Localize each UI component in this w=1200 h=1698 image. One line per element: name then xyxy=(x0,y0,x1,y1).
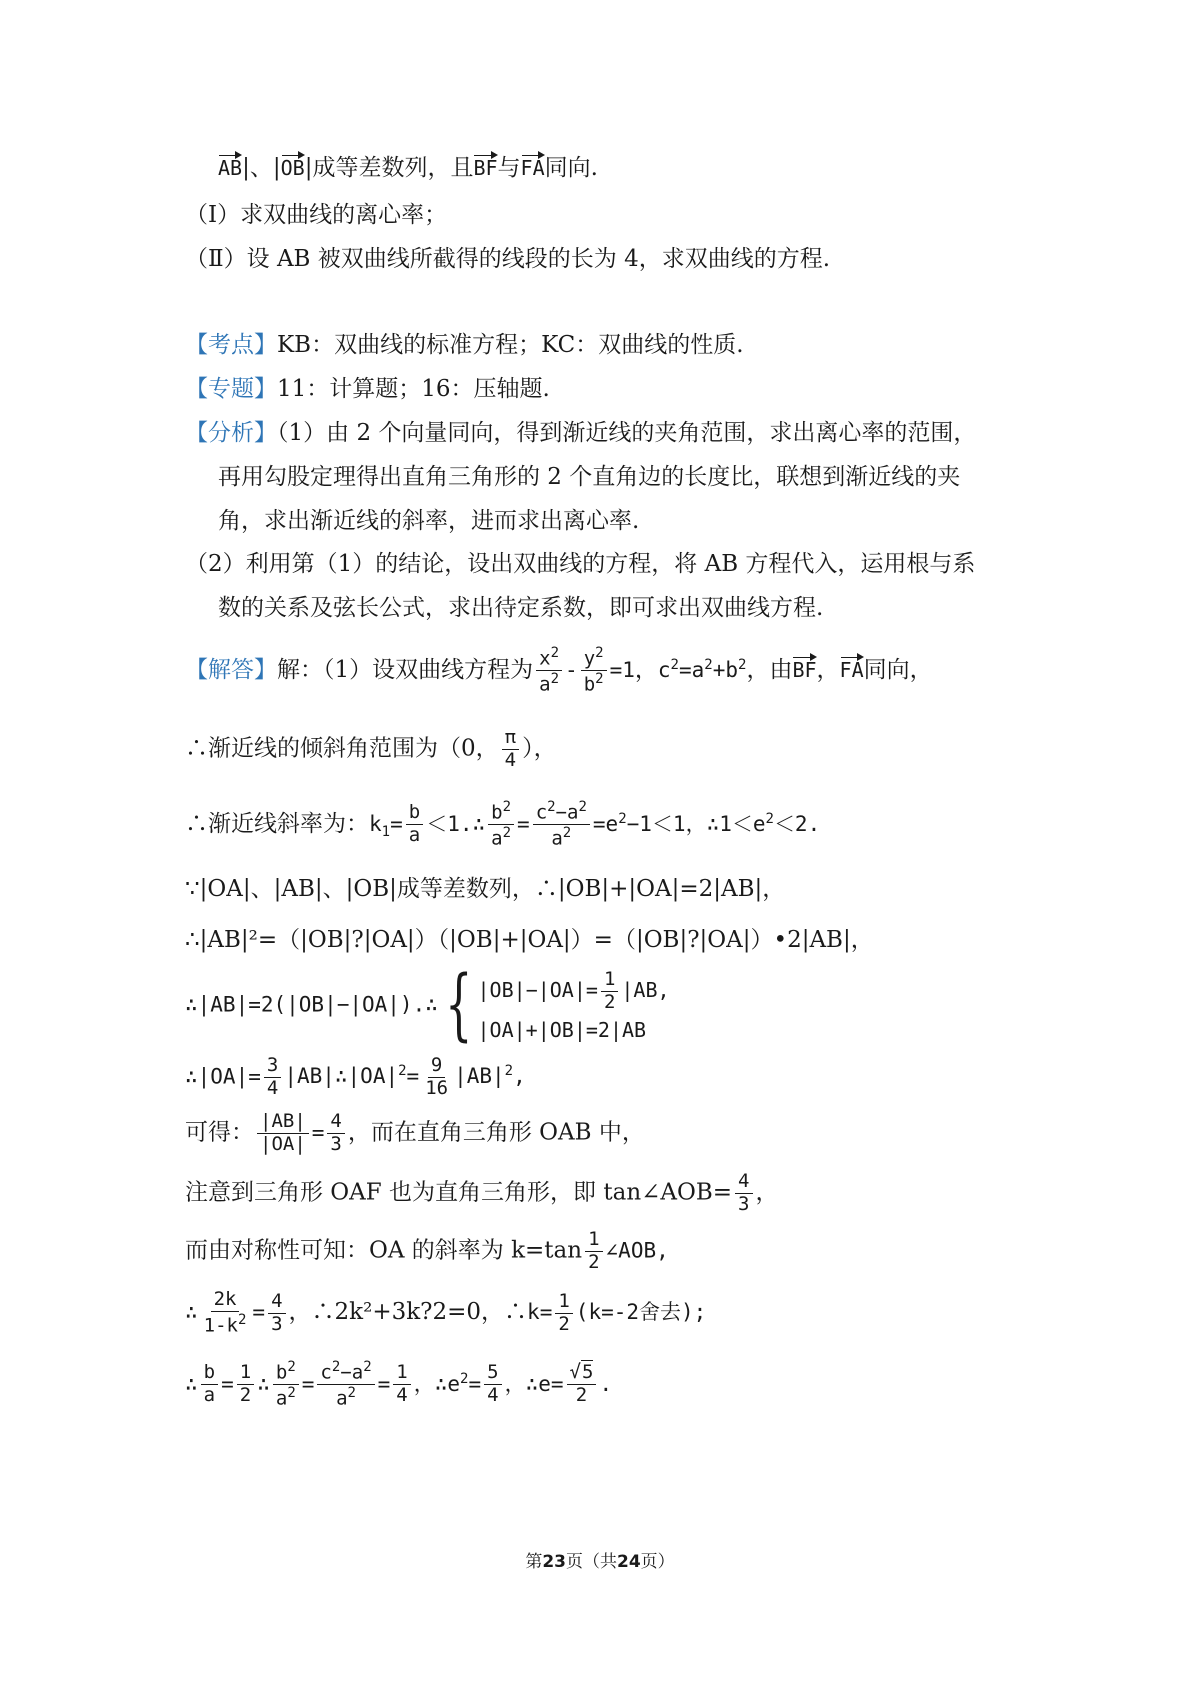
vector-fa: FA xyxy=(840,654,864,680)
fraction: $\frac{3}{4}$ xyxy=(264,1056,281,1099)
fraction: $\frac{√5}{2}$ xyxy=(567,1363,597,1406)
solution-text: ，由 xyxy=(746,656,793,683)
solution-line-2 xyxy=(185,728,557,771)
fraction: $\frac{b^2}{a^2}$ xyxy=(273,1360,299,1410)
fraction: $\frac{4}{3}$ xyxy=(327,1112,344,1155)
fraction: $\frac{c^2-a^2}{a^2}$ xyxy=(317,1360,374,1410)
fraction: $\frac{b}{a}$ xyxy=(406,803,423,846)
fraction: $\frac{4}{3}$ xyxy=(735,1172,752,1215)
solution-line-5: ∴|AB|²=（|OB|?|OA|）（|OB|+|OA|）=（|OB|?|OA|）•2|AB|， xyxy=(185,927,874,953)
question-1: （Ⅰ）求双曲线的离心率； xyxy=(185,202,448,228)
solution-text: 而由对称性可知：OA 的斜率为 k=tan xyxy=(185,1237,583,1264)
solution-text: ，而在直角三角形 OAB 中， xyxy=(347,1119,645,1146)
fraction: $\frac{|AB|}{|OA|}$ xyxy=(257,1112,309,1155)
fenxi-tag: 【分析】 xyxy=(185,420,277,446)
fraction: $\frac{2k}{1-k^2}$ xyxy=(203,1288,247,1337)
page-number: 23 xyxy=(542,1552,566,1572)
fenxi-line-5: 数的关系及弦长公式，求出待定系数，即可求出双曲线方程. xyxy=(218,595,824,621)
fraction: $\frac{1}{2}$ xyxy=(237,1363,254,1406)
fraction: $\frac{b^2}{a^2}$ xyxy=(488,800,514,850)
kaodian-text: KB：双曲线的标准方程；KC：双曲线的性质. xyxy=(277,332,744,358)
fraction: $\frac{1}{2}$ xyxy=(585,1230,602,1273)
solution-text: ∴渐近线的倾斜角范围为（0， xyxy=(185,735,499,762)
fraction: $\frac{b}{a}$ xyxy=(201,1363,218,1406)
total-pages: 24 xyxy=(617,1552,641,1572)
solution-text: ， xyxy=(634,656,658,683)
fraction: $\frac{y^2}{b^2}$ xyxy=(581,646,607,696)
vector-ab: AB xyxy=(218,152,242,178)
solution-text: 解：（1）设双曲线方程为 xyxy=(277,656,534,683)
fraction: $\frac{x^2}{a^2}$ xyxy=(536,646,562,696)
solution-text: ， xyxy=(755,1179,779,1206)
problem-text: 同向. xyxy=(544,155,598,181)
vector-bf: BF xyxy=(792,654,816,680)
fenxi-line-4: （2）利用第（1）的结论，设出双曲线的方程，将 AB 方程代入，运用根与系 xyxy=(185,551,976,577)
zhuanti-text: 11：计算题；16：压轴题. xyxy=(277,376,550,402)
vector-ob: OB xyxy=(281,152,305,178)
solution-text: ∴渐近线斜率为： xyxy=(185,810,369,837)
vector-bf: BF xyxy=(473,152,497,178)
page-footer xyxy=(0,1547,1200,1572)
solution-text: ，∴2k²+3k?2=0，∴ xyxy=(288,1299,528,1326)
fraction: $\frac{4}{3}$ xyxy=(268,1292,285,1335)
question-2: （Ⅱ）设 AB 被双曲线所截得的线段的长为 4，求双曲线的方程. xyxy=(185,246,831,272)
problem-text: 与 xyxy=(497,155,521,181)
solution-text: 注意到三角形 OAF 也为直角三角形，即 tan∠AOB= xyxy=(185,1179,733,1206)
fraction: $\frac{5}{4}$ xyxy=(484,1363,501,1406)
fenxi-line-3: 角，求出渐近线的斜率，进而求出离心率. xyxy=(218,508,640,534)
kaodian-line xyxy=(185,334,744,357)
solution-line-1: 【解答】解：（1）设双曲线方程为 $\frac{x^2}{a^2}$ - $\frac{y^2}{b^2}$ =1，$c^2=a^2+b^2$，由BF，FA同向， xyxy=(185,645,933,696)
fraction: $\frac{c^2-a^2}{a^2}$ xyxy=(533,800,590,850)
zhuanti-line xyxy=(185,378,550,401)
fenxi-line-1 xyxy=(185,422,976,445)
solution-line-10: 而由对称性可知：OA 的斜率为 k=tan $\frac{1}{2}$ ∠AOB, xyxy=(185,1228,669,1273)
solution-line-8: 可得： $\frac{|AB|}{|OA|}$ = $\frac{4}{3}$ ，而在直角三角形 OAB 中， xyxy=(185,1110,645,1155)
vector-fa: FA xyxy=(521,152,545,178)
fraction-pi-over-4: $\frac{\pi}{4}$ xyxy=(502,728,519,771)
solution-text: ）， xyxy=(522,735,557,762)
footer-text: 页） xyxy=(640,1552,675,1572)
solution-line-11: ∴ $\frac{2k}{1-k^2}$ = $\frac{4}{3}$ ，∴2k²+3k?2=0，∴k= $\frac{1}{2}$ (k=-2舍去); xyxy=(185,1288,707,1337)
solution-line-9 xyxy=(185,1172,779,1215)
fenxi-text: （1）由 2 个向量同向，得到渐近线的夹角范围，求出离心率的范围， xyxy=(277,420,977,446)
solution-text: 可得： xyxy=(185,1119,254,1146)
fraction: $\frac{9}{16}$ xyxy=(425,1054,449,1099)
solution-line-3: ∴渐近线斜率为：$k_1=$ $\frac{b}{a}$ ＜1.∴ $\frac{b^2}{a^2}$ = $\frac{c^2-a^2}{a^2}$ $=e^2-1<1$，$\therefore 1<e^2<2$. xyxy=(185,799,821,850)
zhuanti-tag: 【专题】 xyxy=(185,376,277,402)
problem-line-1: AB|、|OB|成等差数列，且BF与FA同向. xyxy=(218,152,598,180)
solution-text: 同向， xyxy=(863,656,933,683)
solution-line-12: ∴ $\frac{b}{a}$ = $\frac{1}{2}$ ∴ $\frac{b^2}{a^2}$ = $\frac{c^2-a^2}{a^2}$ = $\frac{1}{4}$ ，$\therefore e^2=$ $\frac{5}{4}$ ，∴e= $\frac{√5}{2}$ . xyxy=(185,1359,613,1410)
problem-text: 成等差数列，且 xyxy=(312,155,474,181)
solution-line-6: ∴|AB|=2(|OB|−|OA|).∴ { |OB|−|OA|= $\frac{1}{2}$ |AB, |OA|+|OB|=2|AB xyxy=(185,960,670,1050)
footer-text: 第 xyxy=(525,1552,543,1572)
solution-line-7: ∴|OA|= $\frac{3}{4}$ $|AB|\therefore|OA|^2=$ $\frac{9}{16}$ $|AB|^2$, xyxy=(185,1054,526,1099)
jieda-tag: 【解答】 xyxy=(185,656,277,683)
fraction: $\frac{1}{4}$ xyxy=(393,1363,410,1406)
fenxi-line-2: 再用勾股定理得出直角三角形的 2 个直角边的长度比，联想到渐近线的夹 xyxy=(218,464,961,490)
solution-line-4: ∵|OA|、|AB|、|OB|成等差数列，∴|OB|+|OA|=2|AB|， xyxy=(185,876,786,902)
kaodian-tag: 【考点】 xyxy=(185,332,277,358)
fraction: $\frac{1}{2}$ xyxy=(555,1292,572,1335)
footer-text: 页（共 xyxy=(566,1552,617,1572)
